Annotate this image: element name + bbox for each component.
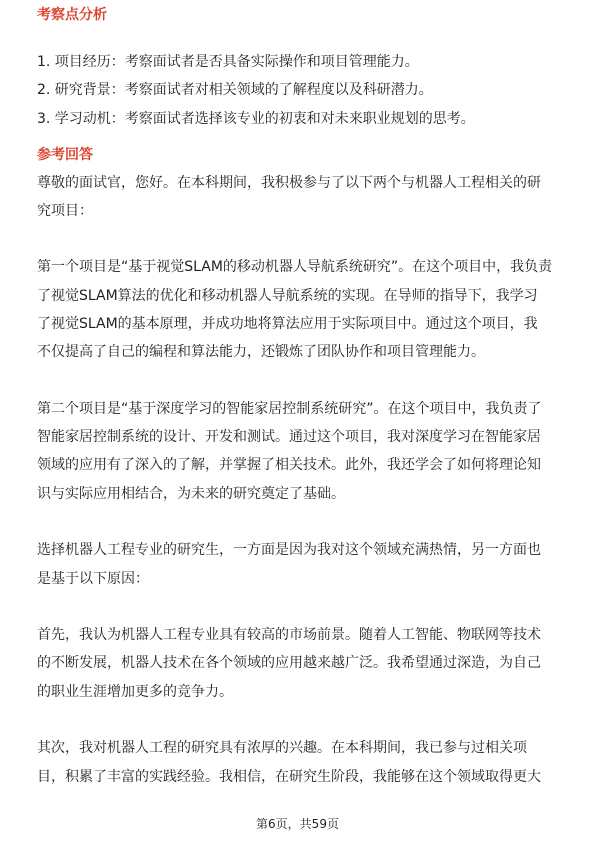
answer-paragraph-5-line-1: 首先，我认为机器人工程专业具有较高的市场前景。随着人工智能、物联网等技术 xyxy=(37,627,541,643)
answer-paragraph-2-line-4: 不仅提高了自己的编程和算法能力，还锻炼了团队协作和项目管理能力。 xyxy=(37,344,485,360)
analysis-heading: 考察点分析 xyxy=(37,7,107,23)
answer-paragraph-2-line-3: 了视觉SLAM的基本原理，并成功地将算法应用于实际项目中。通过这个项目，我 xyxy=(37,316,538,332)
answer-paragraph-5-line-2: 的不断发展，机器人技术在各个领域的应用越来越广泛。我希望通过深造，为自己 xyxy=(37,655,541,671)
answer-paragraph-4-line-1: 选择机器人工程专业的研究生，一方面是因为我对这个领域充满热情，另一方面也 xyxy=(37,542,541,558)
answer-paragraph-1-line-1: 尊敬的面试官，您好。在本科期间，我积极参与了以下两个与机器人工程相关的研 xyxy=(37,175,541,191)
answer-heading: 参考回答 xyxy=(37,147,93,163)
analysis-item-2: 2. 研究背景：考察面试者对相关领域的了解程度以及科研潜力。 xyxy=(37,82,433,98)
answer-paragraph-3-line-1: 第二个项目是“基于深度学习的智能家居控制系统研究”。在这个项目中，我负责了 xyxy=(37,401,542,417)
page-number: 第6页，共59页 xyxy=(256,817,339,831)
answer-paragraph-1-line-2: 究项目： xyxy=(37,203,93,219)
answer-paragraph-6-line-2: 目，积累了丰富的实践经验。我相信，在研究生阶段，我能够在这个领域取得更大 xyxy=(37,769,541,785)
analysis-item-1: 1. 项目经历：考察面试者是否具备实际操作和项目管理能力。 xyxy=(37,54,419,70)
analysis-item-3: 3. 学习动机：考察面试者选择该专业的初衷和对未来职业规划的思考。 xyxy=(37,111,475,127)
answer-paragraph-6-line-1: 其次，我对机器人工程的研究具有浓厚的兴趣。在本科期间，我已参与过相关项 xyxy=(37,740,527,756)
answer-paragraph-3-line-2: 智能家居控制系统的设计、开发和测试。通过这个项目，我对深度学习在智能家居 xyxy=(37,429,541,445)
answer-paragraph-3-line-4: 识与实际应用相结合，为未来的研究奠定了基础。 xyxy=(37,486,345,502)
answer-paragraph-4-line-2: 是基于以下原因： xyxy=(37,571,149,587)
answer-paragraph-3-line-3: 领域的应用有了深入的了解，并掌握了相关技术。此外，我还学会了如何将理论知 xyxy=(37,457,541,473)
answer-paragraph-2-line-2: 了视觉SLAM算法的优化和移动机器人导航系统的实现。在导师的指导下，我学习 xyxy=(37,288,538,304)
answer-paragraph-5-line-3: 的职业生涯增加更多的竞争力。 xyxy=(37,684,233,700)
answer-paragraph-2-line-1: 第一个项目是“基于视觉SLAM的移动机器人导航系统研究”。在这个项目中，我负责 xyxy=(37,259,553,275)
